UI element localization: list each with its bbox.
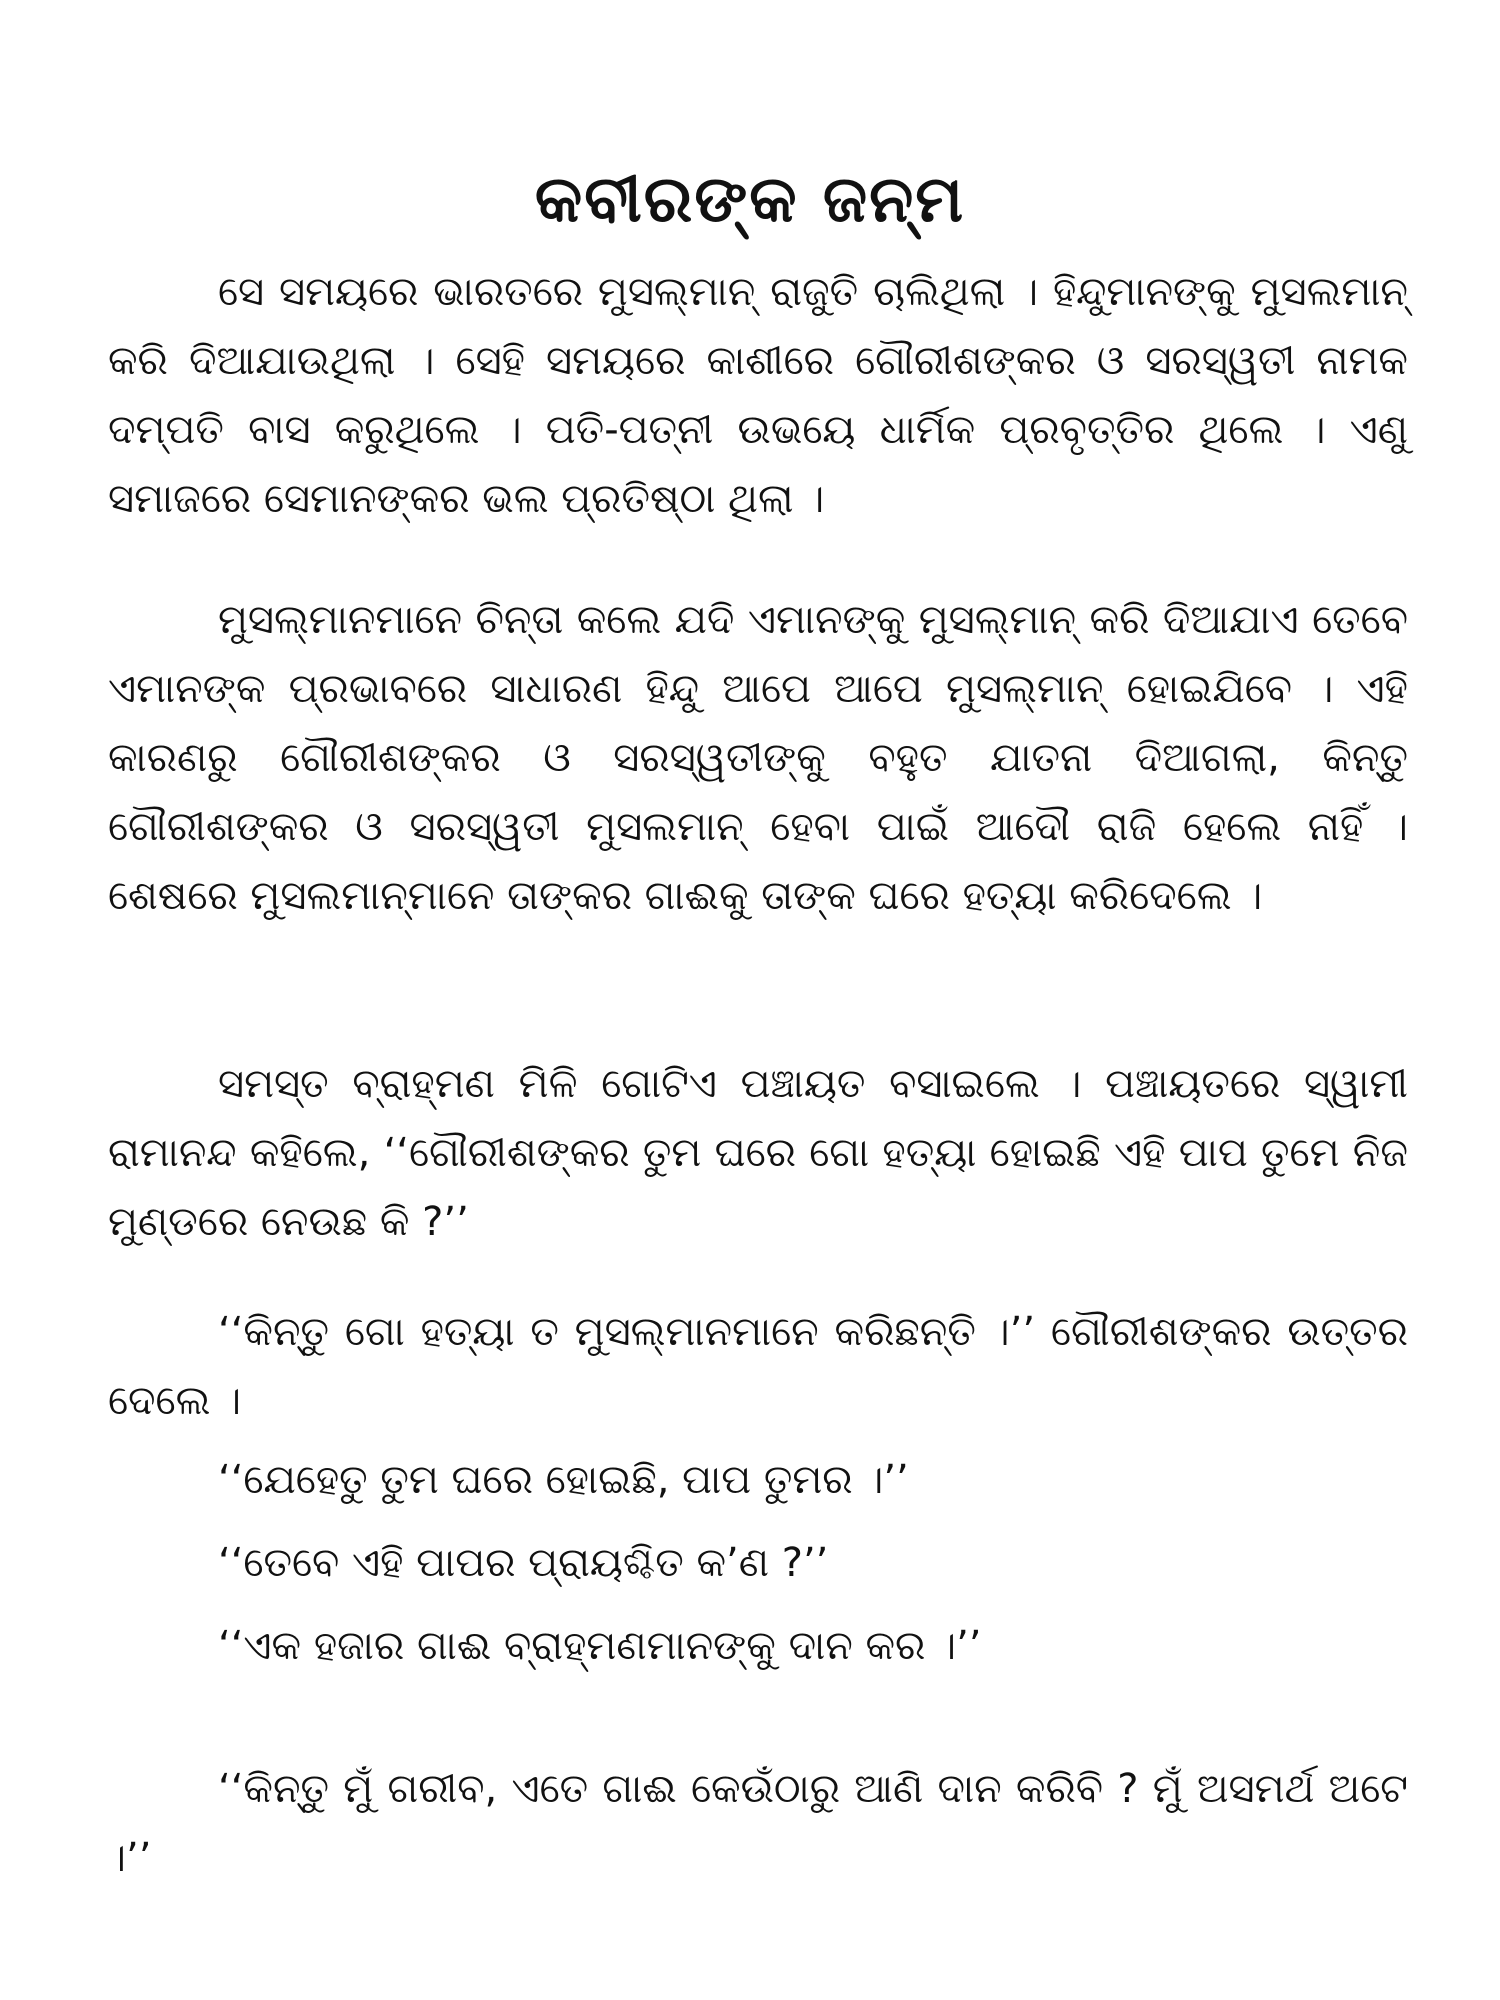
paragraph-text: ‘‘ଏକ ହଜାର ଗାଈ ବ୍ରାହ୍ମଣମାନଙ୍କୁ ଦାନ କର ।’’ bbox=[218, 1623, 982, 1669]
paragraph-text: ‘‘କିନ୍ତୁ ମୁଁ ଗରୀବ, ଏତେ ଗାଈ କେଉଁଠାରୁ ଆଣି ଦାନ କରିବି ? ମୁଁ ଅସମର୍ଥ ଅଟେ ।’’ bbox=[108, 1766, 1408, 1881]
dialogue-paragraph-3 bbox=[108, 1529, 1408, 1598]
story-paragraph-3 bbox=[108, 1050, 1408, 1257]
paragraph-text: ମୁସଲ୍‌ମାନମାନେ ଚିନ୍ତା କଲେ ଯଦି ଏମାନଙ୍କୁ ମୁସଲ୍‌ମାନ୍ କରି ଦିଆଯାଏ ତେବେ ଏମାନଙ୍କ ପ୍ରଭାବରେ ସାଧାରଣ ହିନ୍ଦୁ ଆପେ ଆପେ ମୁସଲ୍‌ମାନ୍ ହୋଇଯିବେ । ଏହି କାରଣରୁ ଗୌରୀଶଙ୍କର ଓ ସରସ୍ୱତୀଙ୍କୁ ବହୁତ ଯାତନା ଦିଆଗଲା, କିନ୍ତୁ ଗୌରୀଶଙ୍କର ଓ ସରସ୍ୱତୀ ମୁସଲମାନ୍ ହେବା ପାଇଁ ଆଦୌ ରାଜି ହେଲେ ନାହିଁ । ଶେଷରେ ମୁସଲମାନ୍‌ମାନେ ତାଙ୍କର ଗାଈକୁ ତାଙ୍କ ଘରେ ହତ୍ୟା କରିଦେଲେ । bbox=[108, 597, 1408, 919]
paragraph-text: ‘‘ତେବେ ଏହି ପାପର ପ୍ରାୟଶ୍ଚିତ କ’ଣ ?’’ bbox=[218, 1540, 829, 1586]
paragraph-text: ସେ ସମୟରେ ଭାରତରେ ମୁସଲ୍‌ମାନ୍ ରାଜୁତି ଚାଲିଥିଲା । ହିନ୍ଦୁମାନଙ୍କୁ ମୁସଲମାନ୍ କରି ଦିଆଯାଉଥିଲା । ସେହି ସମୟରେ କାଶୀରେ ଗୌରୀଶଙ୍କର ଓ ସରସ୍ୱତୀ ନାମକ ଦମ୍ପତି ବାସ କରୁଥିଲେ । ପତି-ପତ୍ନୀ ଉଭୟେ ଧାର୍ମିକ ପ୍ରବୃତ୍ତିର ଥିଲେ । ଏଣୁ ସମାଜରେ ସେମାନଙ୍କର ଭଲ ପ୍ରତିଷ୍ଠା ଥିଲା । bbox=[108, 269, 1408, 522]
page-title: କବୀରଙ୍କ ଜନ୍ମ bbox=[534, 162, 966, 237]
story-paragraph-1 bbox=[108, 258, 1408, 534]
dialogue-paragraph-4 bbox=[108, 1612, 1408, 1681]
paragraph-text: ସମସ୍ତ ବ୍ରାହ୍ମଣ ମିଳି ଗୋଟିଏ ପଞ୍ଚାୟତ ବସାଇଲେ । ପଞ୍ଚାୟତରେ ସ୍ୱାମୀ ରାମାନନ୍ଦ କହିଲେ, ‘‘ଗୌରୀଶଙ୍କର ତୁମ ଘରେ ଗୋ ହତ୍ୟା ହୋଇଛି ଏହି ପାପ ତୁମେ ନିଜ ମୁଣ୍ଡରେ ନେଉଛ କି ?’’ bbox=[108, 1061, 1408, 1245]
dialogue-paragraph-2 bbox=[108, 1446, 1408, 1515]
dialogue-paragraph-5 bbox=[108, 1755, 1408, 1893]
story-paragraph-2 bbox=[108, 586, 1408, 931]
paragraph-text: ‘‘ଯେହେତୁ ତୁମ ଘରେ ହୋଇଛି, ପାପ ତୁମର ।’’ bbox=[218, 1457, 909, 1503]
paragraph-text: ‘‘କିନ୍ତୁ ଗୋ ହତ୍ୟା ତ ମୁସଲ୍‌ମାନମାନେ କରିଛନ୍ତି ।’’ ଗୌରୀଶଙ୍କର ଉତ୍ତର ଦେଲେ । bbox=[108, 1309, 1408, 1424]
dialogue-paragraph-1 bbox=[108, 1298, 1408, 1436]
